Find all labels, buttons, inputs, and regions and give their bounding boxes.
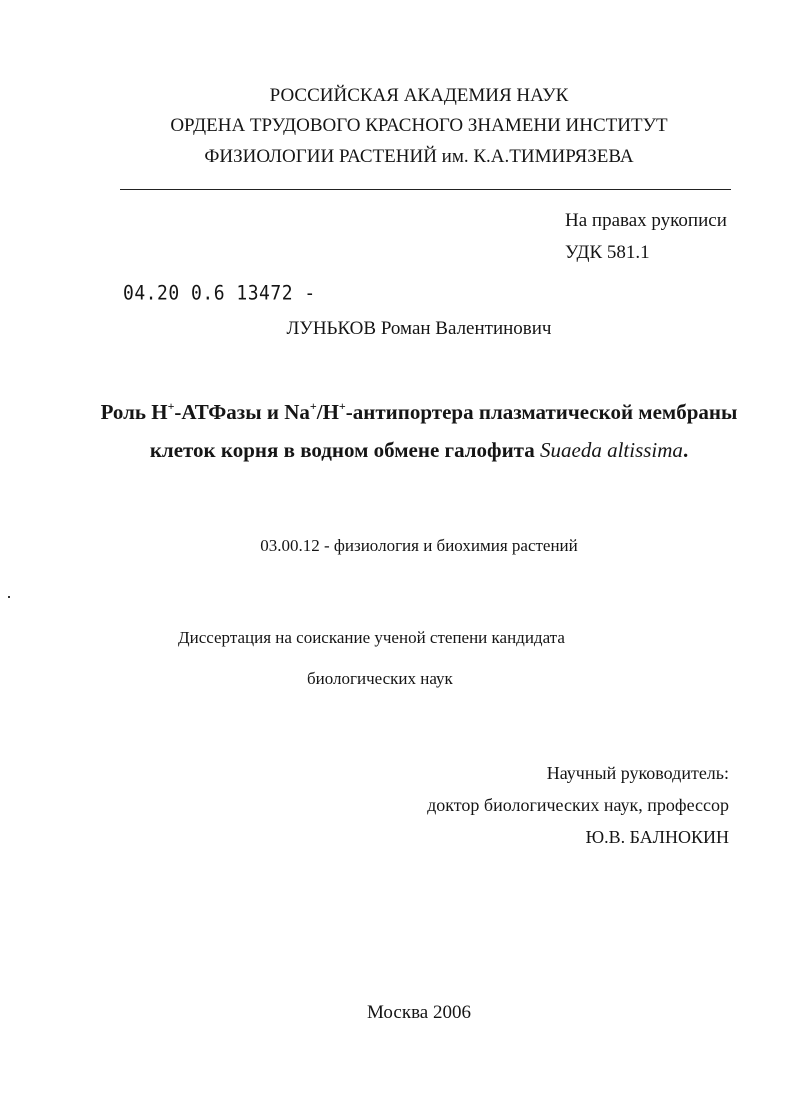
- supervisor-label: Научный руководитель:: [546, 763, 729, 783]
- udk-code: УДК 581.1: [565, 242, 650, 263]
- institution-line-2: ОРДЕНА ТРУДОВОГО КРАСНОГО ЗНАМЕНИ ИНСТИТУТ: [170, 115, 668, 136]
- dissertation-title-line-1: Роль Н+-АТФазы и Na+/Н+-антипортера плазматической мембраны: [100, 399, 738, 424]
- degree-line-1: Диссертация на соискание ученой степени кандидата: [178, 628, 565, 647]
- species-name: Suaeda altissima: [540, 438, 683, 462]
- author-name: ЛУНЬКОВ Роман Валентинович: [286, 318, 552, 339]
- scan-speck: [8, 596, 10, 598]
- dissertation-title-line-2: клеток корня в водном обмене галофита Suaeda altissima.: [149, 438, 689, 462]
- city-year: Москва 2006: [367, 1002, 471, 1023]
- supervisor-title: доктор биологических наук, профессор: [427, 795, 729, 815]
- specialty-code: 03.00.12 - физиология и биохимия растений: [260, 536, 578, 555]
- degree-line-2: биологических наук: [307, 669, 453, 688]
- institution-line-1: РОССИЙСКАЯ АКАДЕМИЯ НАУК: [269, 85, 569, 106]
- supervisor-name: Ю.В. БАЛНОКИН: [585, 827, 729, 847]
- registration-stamp: 04.20 0.6 13472 -: [123, 281, 316, 306]
- institution-line-3: ФИЗИОЛОГИИ РАСТЕНИЙ им. К.А.ТИМИРЯЗЕВА: [204, 146, 634, 167]
- header-divider: [120, 189, 731, 190]
- manuscript-rights: На правах рукописи: [565, 210, 727, 231]
